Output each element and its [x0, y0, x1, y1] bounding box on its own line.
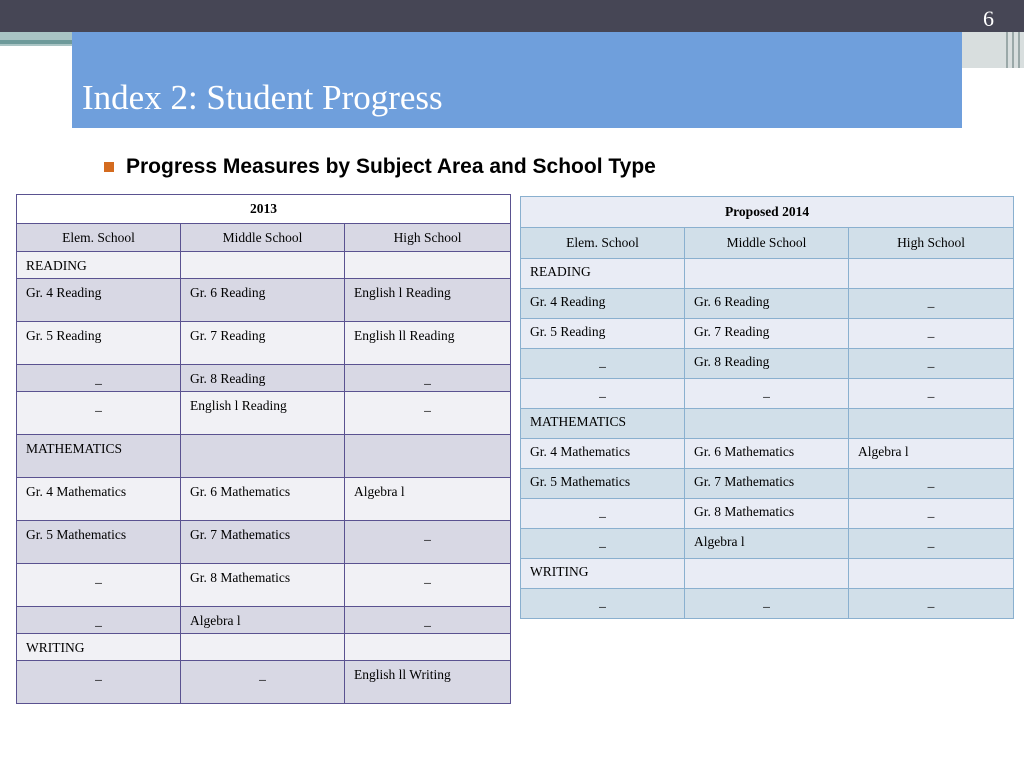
table-cell: _ [345, 365, 511, 392]
table-cell: _ [849, 349, 1014, 379]
table-cell: _ [345, 521, 511, 564]
square-bullet-icon [104, 162, 114, 172]
table-row [521, 529, 1014, 559]
table-cell: Gr. 8 Reading [181, 365, 345, 392]
table-cell: READING [521, 259, 685, 289]
decorative-stripe-left-line [0, 40, 72, 44]
table-cell [345, 252, 511, 279]
table-cell: _ [521, 379, 685, 409]
table-cell: _ [849, 529, 1014, 559]
table-row [17, 392, 511, 435]
slide-number: 6 [983, 6, 994, 31]
table-row [17, 634, 511, 661]
table-cell: Gr. 6 Mathematics [685, 439, 849, 469]
table-cell: Gr. 4 Mathematics [521, 439, 685, 469]
table-row [521, 469, 1014, 499]
table-cell: _ [685, 379, 849, 409]
table-cell: _ [17, 607, 181, 634]
table-cell: Gr. 4 Reading [521, 289, 685, 319]
table-caption: Proposed 2014 [521, 197, 1014, 228]
table-cell: Gr. 8 Reading [685, 349, 849, 379]
table-cell [181, 252, 345, 279]
bullet-text: Progress Measures by Subject Area and School Type [126, 155, 656, 178]
column-header: Middle School [685, 228, 849, 259]
table-cell: Gr. 6 Mathematics [181, 478, 345, 521]
table-cell: Gr. 8 Mathematics [685, 499, 849, 529]
table-header-row [17, 224, 511, 252]
table-cell [181, 634, 345, 661]
table-cell: Gr. 4 Reading [17, 279, 181, 322]
table-cell: _ [345, 392, 511, 435]
table-cell: _ [345, 564, 511, 607]
table-row [17, 661, 511, 704]
table-row [521, 409, 1014, 439]
table-cell: WRITING [521, 559, 685, 589]
table-row [521, 589, 1014, 619]
table-cell [345, 634, 511, 661]
table-row [521, 439, 1014, 469]
table-cell: _ [521, 499, 685, 529]
slide-title: Index 2: Student Progress [82, 78, 443, 117]
table-cell: Algebra l [849, 439, 1014, 469]
table-header-row [521, 228, 1014, 259]
table-row [521, 319, 1014, 349]
table-cell [849, 409, 1014, 439]
table-cell: _ [17, 564, 181, 607]
table-cell: English l Reading [181, 392, 345, 435]
table-cell: Gr. 7 Reading [181, 322, 345, 365]
table-cell: English l Reading [345, 279, 511, 322]
table-cell: _ [521, 529, 685, 559]
title-bar [72, 32, 962, 128]
table-cell [849, 259, 1014, 289]
decorative-stripe-right [962, 32, 1024, 68]
table-row [521, 349, 1014, 379]
table-cell: _ [849, 289, 1014, 319]
table-cell: WRITING [17, 634, 181, 661]
table-cell [685, 559, 849, 589]
top-bar [0, 0, 1024, 32]
table-cell: Gr. 5 Mathematics [521, 469, 685, 499]
column-header: Elem. School [17, 224, 181, 252]
table-proposed-2014 [520, 196, 1014, 619]
column-header: High School [345, 224, 511, 252]
table-cell [849, 559, 1014, 589]
table-row [17, 252, 511, 279]
table-cell: _ [17, 365, 181, 392]
table-cell: Algebra l [685, 529, 849, 559]
table-cell [685, 259, 849, 289]
table-cell: Gr. 6 Reading [181, 279, 345, 322]
table-cell: Gr. 5 Mathematics [17, 521, 181, 564]
bullet-point [104, 155, 656, 179]
table-cell: _ [849, 589, 1014, 619]
table-cell: Gr. 7 Mathematics [181, 521, 345, 564]
table-cell: _ [685, 589, 849, 619]
table-row [17, 564, 511, 607]
table-cell: READING [17, 252, 181, 279]
table-row [521, 559, 1014, 589]
table-cell: _ [181, 661, 345, 704]
table-cell: Gr. 4 Mathematics [17, 478, 181, 521]
table-row [521, 289, 1014, 319]
table-2013 [16, 194, 511, 704]
table-row [17, 435, 511, 478]
table-cell [181, 435, 345, 478]
table-cell: Gr. 5 Reading [521, 319, 685, 349]
table-row [17, 322, 511, 365]
column-header: Middle School [181, 224, 345, 252]
column-header: High School [849, 228, 1014, 259]
table-cell: Gr. 6 Reading [685, 289, 849, 319]
table-cell: _ [345, 607, 511, 634]
table-cell [345, 435, 511, 478]
table-row [521, 259, 1014, 289]
table-cell: _ [17, 661, 181, 704]
table-cell: Gr. 7 Mathematics [685, 469, 849, 499]
table-cell: _ [521, 349, 685, 379]
table-cell: _ [849, 499, 1014, 529]
table-cell: _ [17, 392, 181, 435]
table-cell [685, 409, 849, 439]
table-cell: MATHEMATICS [17, 435, 181, 478]
column-header: Elem. School [521, 228, 685, 259]
table-row [17, 478, 511, 521]
table-cell: Gr. 8 Mathematics [181, 564, 345, 607]
table-row [521, 499, 1014, 529]
table-cell: _ [849, 379, 1014, 409]
table-cell: Algebra l [345, 478, 511, 521]
table-cell: _ [849, 319, 1014, 349]
table-cell: MATHEMATICS [521, 409, 685, 439]
table-row [17, 365, 511, 392]
table-cell: Gr. 7 Reading [685, 319, 849, 349]
table-cell: Algebra l [181, 607, 345, 634]
table-cell: English ll Writing [345, 661, 511, 704]
table-caption: 2013 [17, 195, 511, 224]
table-cell: English ll Reading [345, 322, 511, 365]
table-row [17, 521, 511, 564]
table-row [17, 279, 511, 322]
table-row [521, 379, 1014, 409]
table-cell: _ [849, 469, 1014, 499]
table-cell: _ [521, 589, 685, 619]
table-cell: Gr. 5 Reading [17, 322, 181, 365]
table-row [17, 607, 511, 634]
